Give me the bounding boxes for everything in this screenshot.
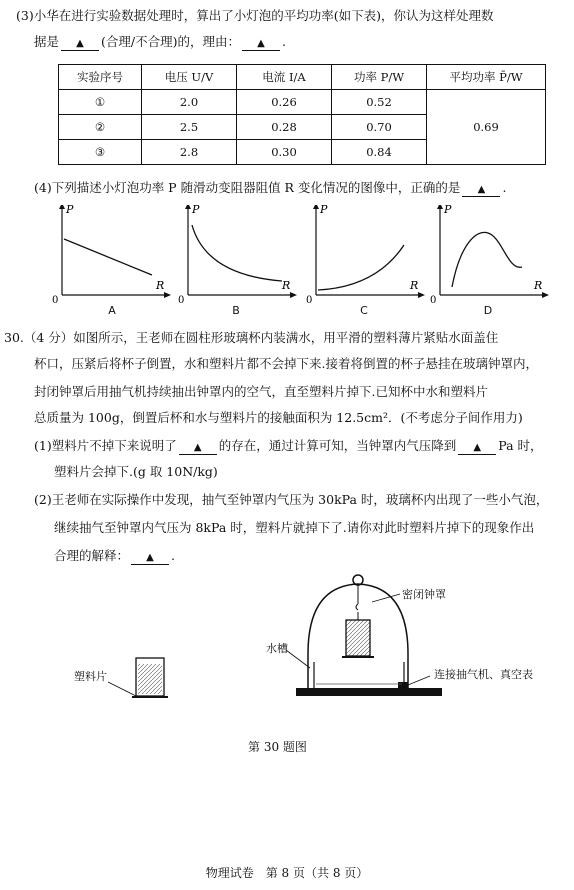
page-footer: 物理试卷 第 8 页（共 8 页）	[205, 866, 369, 880]
q3-line2-pre: 据是	[34, 34, 60, 49]
table-header: 实验序号	[59, 65, 142, 90]
graph-d-curve	[452, 232, 522, 287]
q30-sub1	[34, 438, 543, 455]
axis-label-p: P	[320, 205, 328, 216]
table-row	[59, 90, 546, 115]
option-label-c: C	[360, 304, 368, 317]
graph-b-curve	[192, 225, 282, 281]
q30-line1: 30.（4 分）如图所示，王老师在圆柱形玻璃杯内装满水，用平滑的塑料薄片紧贴水面盖住	[4, 330, 499, 345]
table-cell: 0.84	[332, 140, 427, 165]
table-header: 电压 U/V	[142, 65, 237, 90]
axis-label-r: R	[534, 279, 543, 292]
axis-label-p: P	[444, 205, 452, 216]
q30-sub2-line2: 继续抽气至钟罩内气压为 8kPa 时，塑料片就掉下了.请你对此时塑料片掉下的现象作出	[54, 520, 535, 535]
table-cell: 0.70	[332, 115, 427, 140]
table-cell: 2.8	[142, 140, 237, 165]
label-plastic-sheet: 塑料片	[74, 670, 107, 683]
option-label-a: A	[108, 304, 116, 317]
q30-line2: 杯口，压紧后将杯子倒置，水和塑料片都不会掉下来.接着将倒置的杯子悬挂在玻璃钟罩内，	[34, 356, 538, 371]
q4-end: .	[502, 180, 507, 195]
graph-b	[178, 205, 298, 305]
table-cell: 0.26	[237, 90, 332, 115]
answer-blank: ▲	[458, 442, 496, 455]
table-cell: ①	[59, 90, 142, 115]
q30-line3: 封闭钟罩后用抽气机持续抽出钟罩内的空气，直至塑料片掉下.已知杯中水和塑料片	[34, 384, 488, 399]
q30-sub2-line3	[54, 548, 175, 565]
option-label-d: D	[483, 304, 493, 317]
q3-line1: (3)小华在进行实验数据处理时，算出了小灯泡的平均功率(如下表)，你认为这样处理数	[16, 8, 494, 23]
q30-sub1-mid: 的存在，通过计算可知，当钟罩内气压降到	[218, 438, 457, 453]
q3-line2-end: .	[281, 34, 286, 49]
table-header: 功率 P/W	[332, 65, 427, 90]
option-label-b: B	[232, 304, 240, 317]
q30-sub2-line1: (2)王老师在实际操作中发现，抽气至钟罩内气压为 30kPa 时，玻璃杯内出现了一些小气泡，	[34, 492, 549, 507]
figure-caption: 第 30 题图	[248, 740, 307, 754]
q30-line4: 总质量为 100g，倒置后杯和水与塑料片的接触面积为 12.5cm²．(不考虑分子间作用力)	[34, 410, 523, 425]
graph-d	[430, 205, 550, 305]
q4-text: (4)下列描述小灯泡功率 P 随滑动变阻器阻值 R 变化情况的图像中，正确的是	[34, 180, 461, 195]
graph-a	[52, 205, 172, 305]
axis-label-p: P	[192, 205, 200, 216]
cup-with-sheet	[108, 658, 168, 697]
label-water-tank: 水槽	[266, 642, 288, 655]
axis-label-r: R	[282, 279, 291, 292]
q30-sub2-line3-end: .	[171, 548, 175, 563]
q3-line2-mid: (合理/不合理)的，理由：	[101, 34, 240, 49]
q30-sub2-line3-pre: 合理的解释：	[54, 548, 130, 563]
table-cell: ③	[59, 140, 142, 165]
answer-blank: ▲	[179, 442, 217, 455]
figure-30	[60, 572, 530, 712]
axis-label-p: P	[66, 205, 74, 216]
table-cell: ②	[59, 115, 142, 140]
answer-blank: ▲	[462, 184, 500, 197]
axis-label-r: R	[156, 279, 165, 292]
answer-blank: ▲	[61, 38, 99, 51]
table-cell: 2.0	[142, 90, 237, 115]
leader-line	[108, 682, 136, 696]
origin-label: 0	[178, 295, 185, 305]
graph-c	[306, 205, 426, 305]
origin-label: 0	[52, 295, 59, 305]
axis-label-r: R	[410, 279, 419, 292]
q4-line	[34, 180, 506, 197]
answer-blank: ▲	[242, 38, 280, 51]
origin-label: 0	[306, 295, 313, 305]
q30-sub1-end: Pa 时，	[498, 438, 543, 453]
q30-sub1-line2: 塑料片会掉下.(g 取 10N/kg)	[54, 464, 218, 479]
table-cell: 0.28	[237, 115, 332, 140]
table-cell: 2.5	[142, 115, 237, 140]
graph-a-curve	[64, 239, 152, 275]
label-bell-jar: 密闭钟罩	[402, 588, 446, 601]
power-data-table	[58, 64, 546, 165]
graph-c-curve	[318, 245, 404, 290]
table-cell-average: 0.69	[427, 90, 546, 165]
table-header: 电流 I/A	[237, 65, 332, 90]
answer-blank: ▲	[131, 552, 169, 565]
table-cell: 0.30	[237, 140, 332, 165]
table-header: 平均功率 P̄/W	[427, 65, 546, 90]
q3-line2	[34, 34, 286, 51]
q30-sub1-pre: (1)塑料片不掉下来说明了	[34, 438, 177, 453]
table-cell: 0.52	[332, 90, 427, 115]
label-pump: 连接抽气机、真空表	[434, 668, 533, 681]
table-header-row	[59, 65, 546, 90]
origin-label: 0	[430, 295, 437, 305]
